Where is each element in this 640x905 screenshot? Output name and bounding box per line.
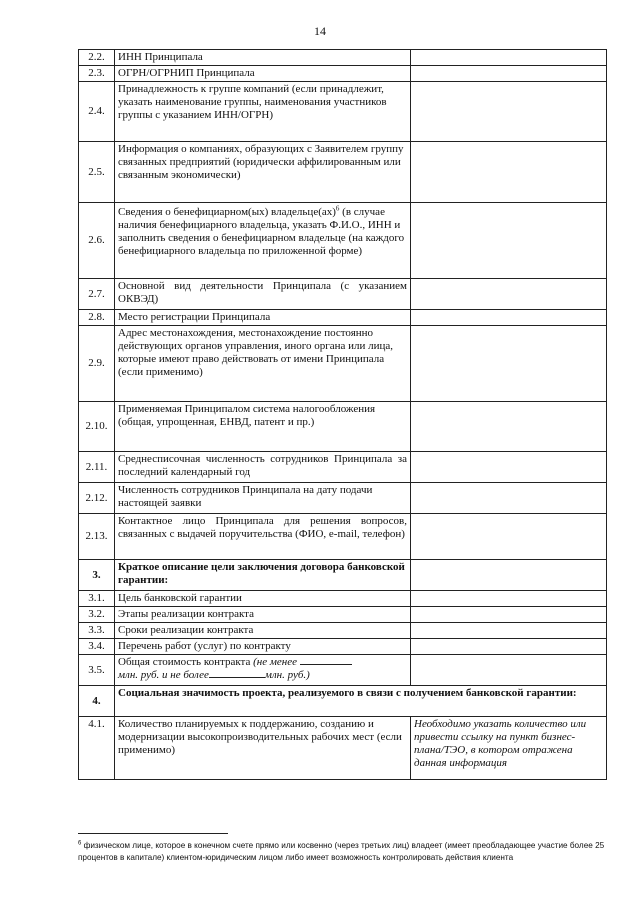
row-value-cell[interactable]: [411, 639, 607, 655]
table-row: [79, 402, 607, 452]
row-description: Основной вид деятельности Принципала (с указанием ОКВЭД): [115, 279, 411, 310]
row-note[interactable]: Необходимо указать количество или привести ссылку на пункт бизнес-плана/ТЭО, в котором отражена данная информация: [411, 717, 607, 780]
row-description: ОГРН/ОГРНИП Принципала: [115, 66, 411, 82]
max-amount-blank[interactable]: [209, 677, 265, 678]
row-number: 3.3.: [79, 623, 115, 639]
row-value-cell[interactable]: [411, 452, 607, 483]
section-row: [79, 560, 607, 591]
row-description: Принадлежность к группе компаний (если принадлежит, указать наименование группы, наименования участников группы с указанием ИНН/ОГРН): [115, 82, 411, 142]
row-value-cell[interactable]: [411, 50, 607, 66]
min-amount-blank[interactable]: [300, 664, 352, 665]
row-description: [115, 655, 411, 686]
section-title: Краткое описание цели заключения договора банковской гарантии:: [115, 560, 411, 591]
row-value-cell[interactable]: [411, 560, 607, 591]
row-number: 2.9.: [79, 326, 115, 402]
contract-value-min-label: (не менее: [253, 656, 297, 668]
table-row: [79, 639, 607, 655]
table-row: [79, 483, 607, 514]
row-value-cell[interactable]: [411, 66, 607, 82]
row-description: Среднесписочная численность сотрудников Принципала за последний календарный год: [115, 452, 411, 483]
contract-value-label: Общая стоимость контракта: [118, 656, 251, 668]
row-value-cell[interactable]: [411, 655, 607, 686]
row-value-cell[interactable]: [411, 203, 607, 279]
page-number: 14: [314, 24, 326, 38]
row-value-cell[interactable]: [411, 310, 607, 326]
row-number: 4.1.: [79, 717, 115, 780]
row-number: 2.8.: [79, 310, 115, 326]
row-number: 2.7.: [79, 279, 115, 310]
row-description: Место регистрации Принципала: [115, 310, 411, 326]
row-number: 3.1.: [79, 591, 115, 607]
table-row: [79, 717, 607, 780]
row-number: 2.10.: [79, 402, 115, 452]
row-description: Адрес местонахождения, местонахождение постоянно действующих органов управления, иного органа или лица, которые имеют право действовать от имени Принципала (если применимо): [115, 326, 411, 402]
beneficiary-text-end: (в случае наличия бенефициарного владельца, указать Ф.И.О., ИНН и заполнить сведения о бенефициарном владельце (на каждого бенефициарного владельца по приложенной форме): [118, 206, 405, 257]
table-row: [79, 655, 607, 686]
row-number: 3.2.: [79, 607, 115, 623]
row-number: 3.5.: [79, 655, 115, 686]
row-description: Сроки реализации контракта: [115, 623, 411, 639]
table-row: [79, 326, 607, 402]
table-row: [79, 514, 607, 560]
table-row: [79, 623, 607, 639]
footnote-divider: [78, 833, 228, 834]
row-number: 2.2.: [79, 50, 115, 66]
row-value-cell[interactable]: [411, 402, 607, 452]
row-description: Контактное лицо Принципала для решения вопросов, связанных с выдачей поручительства (ФИО, e-mail, телефон): [115, 514, 411, 560]
table-row: [79, 50, 607, 66]
contract-value-unit: млн. руб.): [264, 669, 310, 681]
table-row: [79, 82, 607, 142]
table-row: [79, 452, 607, 483]
application-form-table: [78, 49, 607, 780]
table-row: [79, 607, 607, 623]
row-number: 2.4.: [79, 82, 115, 142]
section-row: [79, 686, 607, 717]
footnote-text: физическом лице, которое в конечном счете прямо или косвенно (через третьих лиц) владеет (имеет преобладающее участие более 25 процентов в капитале) клиентом-юридическим лицом либо имеет возможность контролировать действия клиента: [78, 841, 605, 862]
row-value-cell[interactable]: [411, 82, 607, 142]
row-value-cell[interactable]: [411, 623, 607, 639]
footnote: [78, 840, 608, 864]
row-number: 3.4.: [79, 639, 115, 655]
beneficiary-text-start: Сведения о бенефициарном(ых) владельце(ах): [118, 206, 336, 218]
table-row: [79, 66, 607, 82]
table-row: [79, 203, 607, 279]
table-row: [79, 142, 607, 203]
row-value-cell[interactable]: [411, 142, 607, 203]
footnote-mark: 6: [335, 204, 340, 213]
row-number: 2.13.: [79, 514, 115, 560]
row-description: Информация о компаниях, образующих с Заявителем группу связанных предприятий (юридически аффилированным или связанным экономически): [115, 142, 411, 203]
row-value-cell[interactable]: [411, 326, 607, 402]
row-value-cell[interactable]: [411, 279, 607, 310]
table-row: [79, 279, 607, 310]
row-number: 2.11.: [79, 452, 115, 483]
row-description: Численность сотрудников Принципала на дату подачи настоящей заявки: [115, 483, 411, 514]
footnote-number: 6: [78, 840, 82, 847]
section-title: Социальная значимость проекта, реализуемого в связи с получением банковской гарантии:: [115, 686, 607, 717]
table-row: [79, 310, 607, 326]
row-number: 4.: [79, 686, 115, 717]
row-description: ИНН Принципала: [115, 50, 411, 66]
row-number: 2.12.: [79, 483, 115, 514]
row-description: Количество планируемых к поддержанию, созданию и модернизации высокопроизводительных рабочих мест (если применимо): [115, 717, 411, 780]
row-number: 2.3.: [79, 66, 115, 82]
row-value-cell[interactable]: [411, 607, 607, 623]
row-number: 2.5.: [79, 142, 115, 203]
row-description: [115, 203, 411, 279]
row-number: 2.6.: [79, 203, 115, 279]
row-description: Применяемая Принципалом система налогообложения (общая, упрощенная, ЕНВД, патент и пр.): [115, 402, 411, 452]
row-description: Цель банковской гарантии: [115, 591, 411, 607]
row-value-cell[interactable]: [411, 514, 607, 560]
row-number: 3.: [79, 560, 115, 591]
row-value-cell[interactable]: [411, 591, 607, 607]
row-description: Этапы реализации контракта: [115, 607, 411, 623]
table-row: [79, 591, 607, 607]
contract-value-max-label: млн. руб. и не более: [118, 669, 209, 681]
row-description: Перечень работ (услуг) по контракту: [115, 639, 411, 655]
row-value-cell[interactable]: [411, 483, 607, 514]
